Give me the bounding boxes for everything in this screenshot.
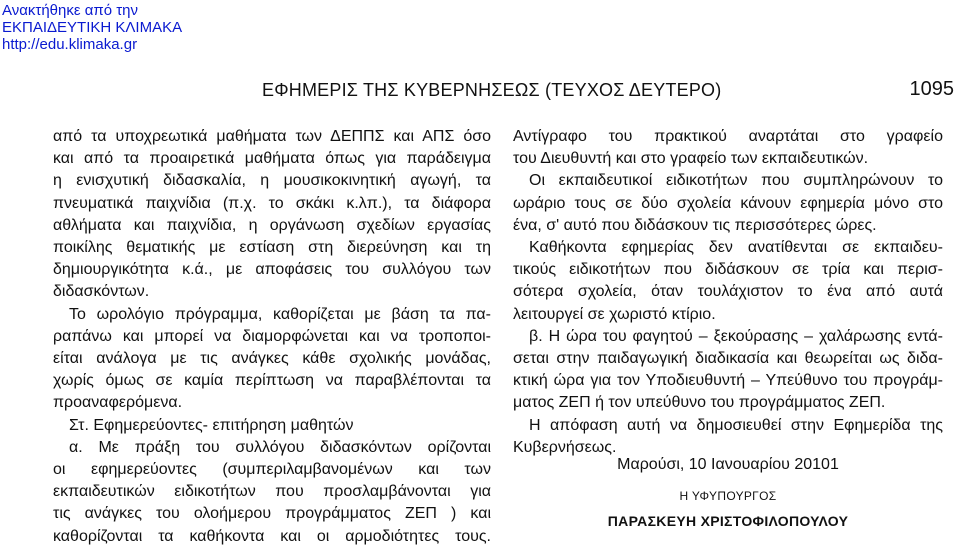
right-line: β. Η ώρα του φαγητού – ξεκούρασης – χαλάρωσης εντά‑ (529, 327, 943, 345)
left-line: ραπάνω και μπορεί να διαμορφώνεται και να τροποποι‑ (53, 327, 491, 345)
left-line: εκπαιδευτικών ειδικοτήτων που προσλαμβάνονται για (53, 483, 491, 501)
left-line: προαναφερόμενα. (53, 394, 183, 412)
signatory-name: ΠΑΡΑΣΚΕΥΗ ΧΡΙΣΤΟΦΙΛΟΠΟΥΛΟΥ (607, 513, 849, 529)
right-line: Οι εκπαιδευτικοί ειδικοτήτων που συμπληρώνουν το (529, 172, 943, 190)
signatory-role: Η ΥΦΥΠΟΥΡΓΟΣ (679, 489, 777, 503)
left-line: ποικίλης θεματικής με εστίαση στη διερεύνηση και τη (53, 239, 491, 257)
right-line: ωράριο τους σε δύο σχολεία κάνουν εφημερία μόνο στο (513, 194, 943, 212)
right-line: Αντίγραφο του πρακτικού αναρτάται στο γραφείο (513, 128, 943, 145)
right-line: κτική ώρα για τον Υποδιευθυντή – Υπεύθυνο του προγράμ‑ (513, 372, 943, 390)
left-line: Το ωρολόγιο πρόγραμμα, καθορίζεται με βάση τα πα‑ (69, 305, 491, 323)
page-header (0, 80, 960, 104)
section-heading: Στ. Εφημερεύοντες‑ επιτήρηση μαθητών (69, 416, 354, 434)
right-line: του Διευθυντή και στο γραφείο των εκπαιδευτικών. (513, 150, 869, 168)
watermark (2, 2, 182, 53)
right-line: Καθήκοντα εφημερίας δεν ανατίθενται σε εκπαιδευ‑ (529, 239, 943, 257)
right-line: λειτουργεί σε χωριστό κτίριο. (513, 305, 716, 323)
left-line: είται ανάλογα με τις ανάγκες κάθε σχολικής μονάδας, (53, 350, 491, 368)
right-line: Η απόφαση αυτή να δημοσιευθεί στην Εφημερίδα της (529, 416, 943, 434)
left-line: οι εφημερεύοντες (συμπεριλαμβανομένων και των (53, 461, 491, 479)
right-line: Κυβερνήσεως. (513, 438, 617, 456)
gazette-title: ΕΦΗΜΕΡΙΣ ΤΗΣ ΚΥΒΕΡΝΗΣΕΩΣ (ΤΕΥΧΟΣ ΔΕΥΤΕΡΟ) (262, 80, 722, 100)
watermark-line-2: ΕΚΠΑΙΔΕΥΤΙΚΗ ΚΛΙΜΑΚΑ (2, 19, 183, 36)
left-line: α. Με πράξη του συλλόγου διδασκόντων ορίζονται (69, 438, 491, 456)
page-number: 1095 (909, 78, 954, 100)
left-line: χωρίς όμως σε καμία περίπτωση να παραβλέπονται τα (53, 372, 491, 390)
left-line: από τα υποχρεωτικά μαθήματα των ΔΕΠΠΣ και ΑΠΣ όσο (53, 128, 491, 145)
left-column (53, 126, 491, 548)
right-line: τικούς ειδικοτήτων που διδάσκουν σε τρία και περισ‑ (513, 261, 943, 279)
right-column (513, 126, 943, 459)
left-line: διδασκόντων. (53, 283, 150, 301)
watermark-link[interactable]: http://edu.klimaka.gr (2, 36, 138, 53)
signature-date: Μαρούσι, 10 Ιανουαρίου 20101 (617, 456, 839, 473)
left-line: και από τα προαιρετικά μαθήματα όπως για παράδειγμα (53, 150, 491, 168)
right-line: σεται στην παιδαγωγική διαδικασία και θεωρείται ως διδα‑ (513, 350, 943, 368)
left-line: δημιουργικότητα κ.ά., με αποφάσεις του συλλόγου των (53, 261, 491, 279)
right-line: ένα, σ' αυτό που διδάσκουν τις περισσότερες ώρες. (513, 216, 877, 234)
left-line: πνευματικά παιχνίδια (π.χ. το σκάκι κ.λπ.), τα διάφορα (53, 194, 491, 212)
right-line: σότερα σχολεία, όταν τουλάχιστον το ένα από αυτά (513, 283, 943, 301)
left-line: καθορίζονται τα καθήκοντα και οι αρμοδιότητες τους. (53, 527, 491, 545)
right-line: ματος ΖΕΠ ή τον υπεύθυνο του προγράμματος ΖΕΠ. (513, 394, 886, 412)
left-line: τις ανάγκες του ολοήμερου προγράμματος ΖΕΠ ) και (53, 505, 491, 523)
left-line: η ενισχυτική διδασκαλία, η μουσικοκινητική αγωγή, τα (53, 172, 491, 190)
left-line: αθλήματα και παιχνίδια, η οργάνωση σχεδίων εργασίας (53, 216, 491, 234)
watermark-line-1: Ανακτήθηκε από την (2, 2, 139, 19)
